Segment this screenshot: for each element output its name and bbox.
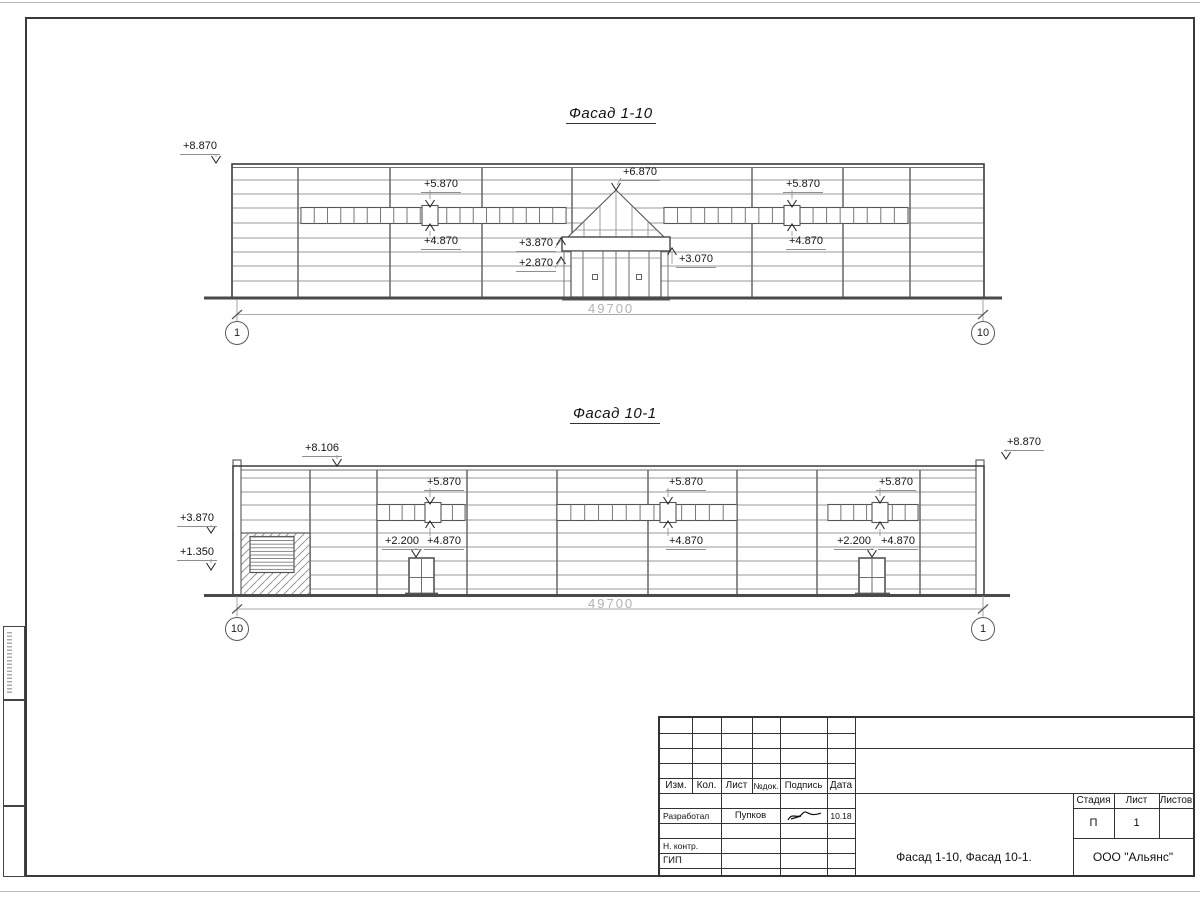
- elev-door2: +2.200: [834, 536, 874, 550]
- signature-icon: [784, 809, 824, 823]
- tb-company: ООО "Альянс": [1092, 850, 1174, 864]
- door-1: [405, 558, 438, 594]
- elev-canopy-right: +3.070: [676, 254, 716, 268]
- tb-sheets-label: Листов: [1159, 795, 1193, 806]
- axis-bubble-10b: 10: [225, 617, 249, 641]
- elev-canopy-top: +3.870: [516, 238, 556, 252]
- hatched-block: [233, 533, 310, 595]
- elev-canopy-bottom: +2.870: [516, 258, 556, 272]
- tb-developer-name: Пупков: [734, 810, 767, 821]
- tb-date: 10.18: [830, 810, 852, 821]
- facade-top-title: Фасад 1-10: [566, 105, 656, 124]
- facade-1-10: [204, 154, 1002, 322]
- tb-header-podpis: Подпись: [784, 780, 823, 791]
- side-attribute-strip: [3, 626, 25, 877]
- marked-window-band2: [660, 503, 676, 523]
- elev-band2-bottom: +4.870: [666, 536, 706, 550]
- tb-gip-label: ГИП: [663, 855, 682, 866]
- marked-window-left: [422, 206, 438, 226]
- parapet-trim-right: [976, 460, 984, 595]
- elev-band1-bottom: +4.870: [424, 536, 464, 550]
- marked-window-right: [784, 206, 800, 226]
- elev-roof-left: +8.106: [302, 443, 342, 457]
- elev-left-band-bottom: +4.870: [421, 236, 461, 250]
- axis-bubble-10: 10: [971, 321, 995, 345]
- dimension-text-bottom: 49700: [588, 596, 635, 611]
- tb-doc-title: Фасад 1-10, Фасад 10-1.: [896, 850, 1032, 864]
- elev-canopy-apex: +6.870: [620, 167, 660, 181]
- elev-right-band-bottom: +4.870: [786, 236, 826, 250]
- tb-header-izm: Изм.: [665, 780, 687, 791]
- tb-header-ndok: №док.: [753, 780, 779, 791]
- elev-band1-top: +5.870: [424, 477, 464, 491]
- elev-right-band-top: +5.870: [783, 179, 823, 193]
- elev-wall-upper: +3.870: [177, 513, 217, 527]
- elev-band2-top: +5.870: [666, 477, 706, 491]
- facade-10-1: [204, 449, 1011, 617]
- door-handle-icon: [593, 275, 598, 280]
- parapet-trim-left: [233, 460, 241, 595]
- elev-band3-top: +5.870: [876, 477, 916, 491]
- axis-bubble-1: 1: [225, 321, 249, 345]
- marked-window-band3: [872, 503, 888, 523]
- door-2: [855, 558, 890, 594]
- elev-roof: +8.870: [180, 141, 220, 155]
- window-band-1: [377, 505, 465, 521]
- axis-bubble-1b: 1: [971, 617, 995, 641]
- tb-header-kol: Кол.: [696, 780, 717, 791]
- tb-norm-control-label: Н. контр.: [663, 840, 699, 851]
- tb-sheet-value: 1: [1133, 817, 1140, 829]
- tb-developed-label: Разработал: [663, 810, 710, 821]
- facade-bottom-title: Фасад 10-1: [570, 405, 660, 424]
- elev-roof-right: +8.870: [1004, 437, 1044, 451]
- title-block: [658, 716, 1195, 877]
- window-band-2: [557, 505, 737, 521]
- door-handle-icon: [637, 275, 642, 280]
- elev-left-band-top: +5.870: [421, 179, 461, 193]
- tb-header-list: Лист: [725, 780, 748, 791]
- tb-header-data: Дата: [829, 780, 853, 791]
- tb-sheet-label: Лист: [1125, 795, 1148, 806]
- vertical-text-placeholder: [7, 632, 12, 694]
- tb-stage-value: П: [1089, 817, 1098, 829]
- dimension-text-top: 49700: [588, 301, 635, 316]
- tb-stage-label: Стадия: [1076, 795, 1111, 806]
- elev-door1: +2.200: [382, 536, 422, 550]
- elev-wall-lower: +1.350: [177, 547, 217, 561]
- elev-band3-bottom: +4.870: [878, 536, 918, 550]
- marked-window-band1: [425, 503, 441, 523]
